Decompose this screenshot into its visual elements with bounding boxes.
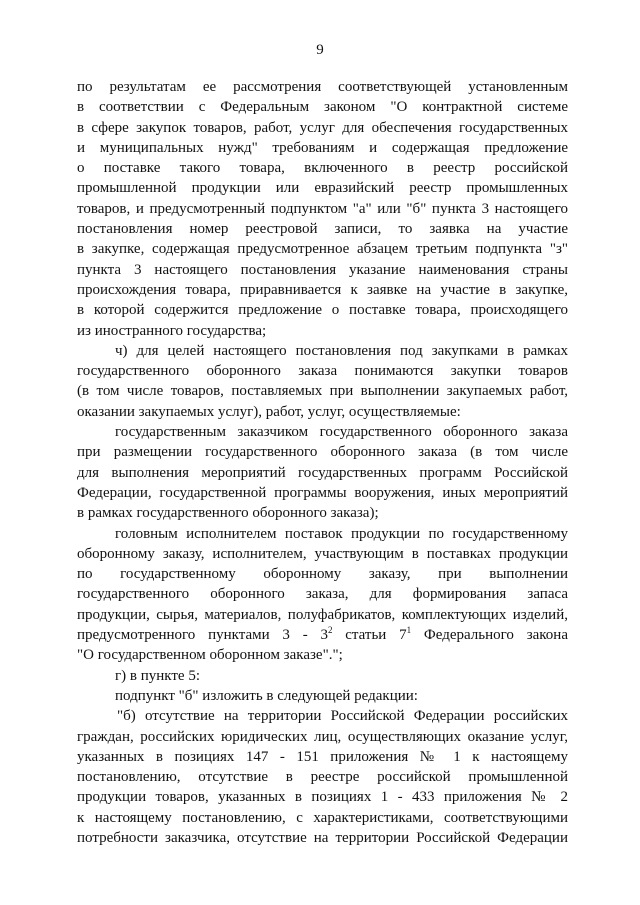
text-line: постановлению, отсутствие в реестре российской промышленной [77,769,568,786]
text-line: продукции, сырья, материалов, полуфабрикатов, комплектующих изделий, [77,606,568,623]
text-run: предусмотренного пунктами 3 - 3 [77,627,328,644]
text-line: оборонному заказу, исполнителем, участвующим в поставках продукции [77,545,568,562]
text-line: продукции товаров, указанных в позициях 1 - 433 приложения № 2 [77,789,568,806]
text-line: в закупке, содержащая предусмотренное абзацем третьим подпункта "з" [77,241,568,258]
text-line: государственного оборонного заказа, для формирования запаса [77,586,568,603]
text-line: для выполнения мероприятий государственных программ Российской [77,464,568,481]
text-line: головным исполнителем поставок продукции по государственному [115,525,568,542]
paragraph [77,77,568,341]
text-line: пункта 3 настоящего постановления указание наименования страны [77,261,568,278]
text-run: статьи 7 [332,627,407,644]
text-line: указанных в позициях 147 - 151 приложения № 1 к настоящему [77,748,568,765]
text-line: ч) для целей настоящего постановления под закупками в рамках [115,342,568,359]
text-line: оказании закупаемых услуг), работ, услуг, осуществляемые: [77,403,461,420]
paragraph [77,524,568,666]
text-line [77,625,568,645]
text-line: в сфере закупок товаров, работ, услуг для обеспечения государственных [77,119,568,136]
paragraph [77,686,568,706]
page-number: 9 [316,42,324,58]
text-line: (в том числе товаров, поставляемых при выполнении закупаемых работ, [77,383,568,400]
paragraph [77,666,568,686]
text-line: "О государственном оборонном заказе"."; [77,647,343,664]
text-line: граждан, российских юридических лиц, осуществляющих оказание услуг, [77,728,568,745]
text-line: "б) отсутствие на территории Российской Федерации российских [117,708,568,725]
text-line: к настоящему постановлению, с характеристиками, соответствующими [77,809,568,826]
text-line: Федерации, государственной программы вооружения, иных мероприятий [77,484,568,501]
superscript: 2 [327,625,333,636]
document-body [77,77,568,848]
text-line: потребности заказчика, отсутствие на территории Российской Федерации [77,829,568,846]
text-line: по результатам ее рассмотрения соответствующей установленным [77,79,568,95]
text-line: из иностранного государства; [77,322,267,339]
text-run: Федерального закона [411,627,568,644]
text-line: товаров, и предусмотренный подпунктом "а" или "б" пункта 3 настоящего [77,200,568,217]
text-line: по государственному оборонному заказу, при выполнении [77,566,568,583]
text-line: и муниципальных нужд" требованиям и содержащая предложение [77,139,568,156]
text-line: в которой содержится предложение о поставке товара, происходящего [77,302,568,319]
paragraph [77,706,568,848]
text-line: в соответствии с Федеральным законом "О контрактной системе [77,99,568,116]
superscript: 1 [406,625,412,636]
paragraph [77,341,568,422]
paragraph [77,422,568,523]
text-line: г) в пункте 5: [115,667,201,684]
text-line: подпункт "б" изложить в следующей редакции: [115,687,418,704]
text-line: происхождения товара, приравнивается к заявке на участие в закупке, [77,281,568,298]
text-line: в рамках государственного оборонного заказа); [77,505,379,522]
text-line: о поставке такого товара, включенного в реестр российской [77,160,568,177]
text-line: государственным заказчиком государственного оборонного заказа [115,424,568,441]
text-line: государственного оборонного заказа понимаются закупки товаров [77,363,568,380]
text-line: промышленной продукции или евразийский реестр промышленных [77,180,568,197]
text-line: постановления номер реестровой записи, то заявка на участие [77,221,568,238]
text-line: при размещении государственного оборонного заказа (в том числе [77,444,568,461]
